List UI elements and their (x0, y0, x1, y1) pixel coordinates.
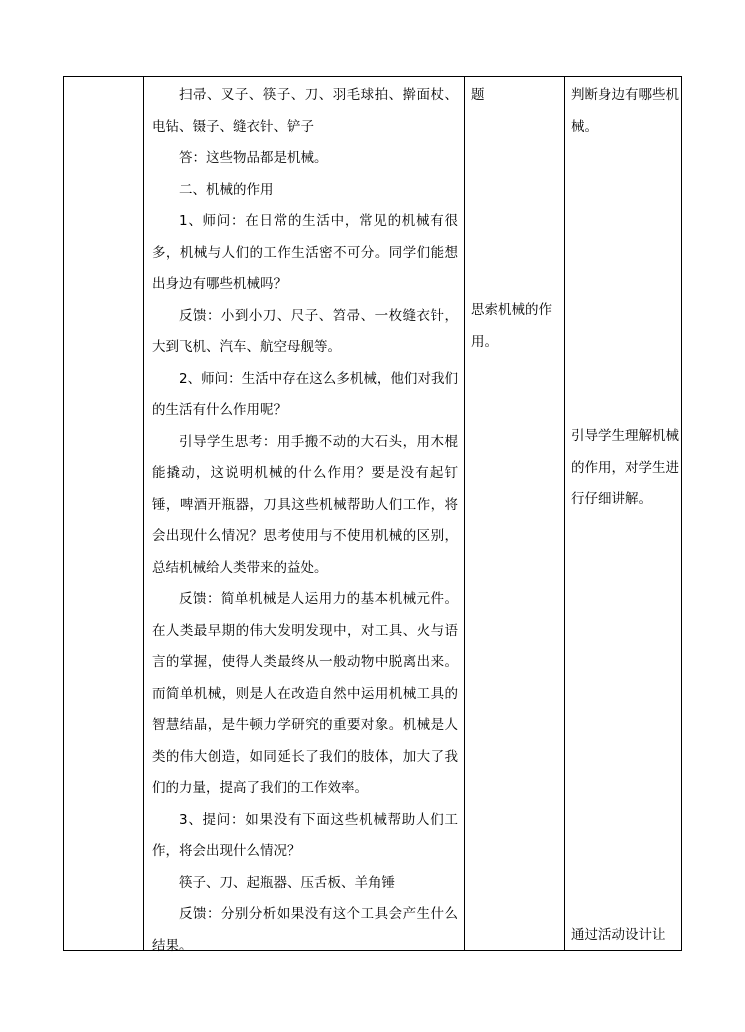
teacher-paragraph: 2、师问：生活中存在这么多机械，他们对我们的生活有什么作用呢？ (152, 370, 458, 418)
section-label-cell (64, 77, 143, 950)
teacher-paragraph: 扫帚、叉子、筷子、刀、羽毛球拍、擀面杖、电钻、镊子、缝衣针、铲子 (152, 87, 458, 135)
design-item: 判断身边有哪些机械。 (571, 87, 679, 135)
teacher-paragraph: 答：这些物品都是机械。 (179, 150, 328, 166)
design-item: 引导学生理解机械的作用，对学生进行仔细讲解。 (571, 428, 679, 507)
teacher-paragraph: 反馈：小到小刀、尺子、笤帚、一枚缝衣针，大到飞机、汽车、航空母舰等。 (152, 307, 458, 355)
teacher-activity-cell (144, 77, 464, 954)
teacher-paragraph: 筷子、刀、起瓶器、压舌板、羊角锤 (179, 874, 395, 891)
teacher-paragraph: 3、提问：如果没有下面这些机械帮助人们工作，将会出现什么情况？ (152, 811, 458, 859)
design-item: 通过活动设计让 (571, 927, 666, 943)
teacher-paragraph: 反馈：简单机械是人运用力的基本机械元件。在人类最早期的伟大发明发现中，对工具、火与语言的掌握，使得人类最终从一般动物中脱离出来。而简单机械，则是人在改造自然中运用机械工具的智慧结晶，是牛顿力学研究的重要对象。机械是人类的伟大创造，如同延长了我们的肢体，加大了我们的力量，提高了我们的工作效率。 (152, 591, 458, 796)
design-intent-cell (565, 77, 682, 950)
teacher-paragraph: 1、师问：在日常的生活中，常见的机械有很多，机械与人们的工作生活密不可分。同学们能想出身边有哪些机械吗？ (152, 213, 458, 292)
student-item: 题 (471, 87, 485, 103)
student-item: 思索机械的作用。 (471, 302, 552, 350)
teacher-paragraph: 引导学生思考：用手搬不动的大石头，用木棍能撬动，这说明机械的什么作用？要是没有起钉锤，啤酒开瓶器，刀具这些机械帮助人们工作，将会出现什么情况？思考使用与不使用机械的区别，总结机械给人类带来的益处。 (152, 433, 458, 576)
section-heading: 二、机械的作用 (179, 181, 274, 198)
teacher-paragraph: 反馈：分别分析如果没有这个工具会产生什么结果。 (152, 906, 458, 954)
lesson-plan-table (63, 76, 682, 954)
student-activity-cell (465, 77, 564, 950)
